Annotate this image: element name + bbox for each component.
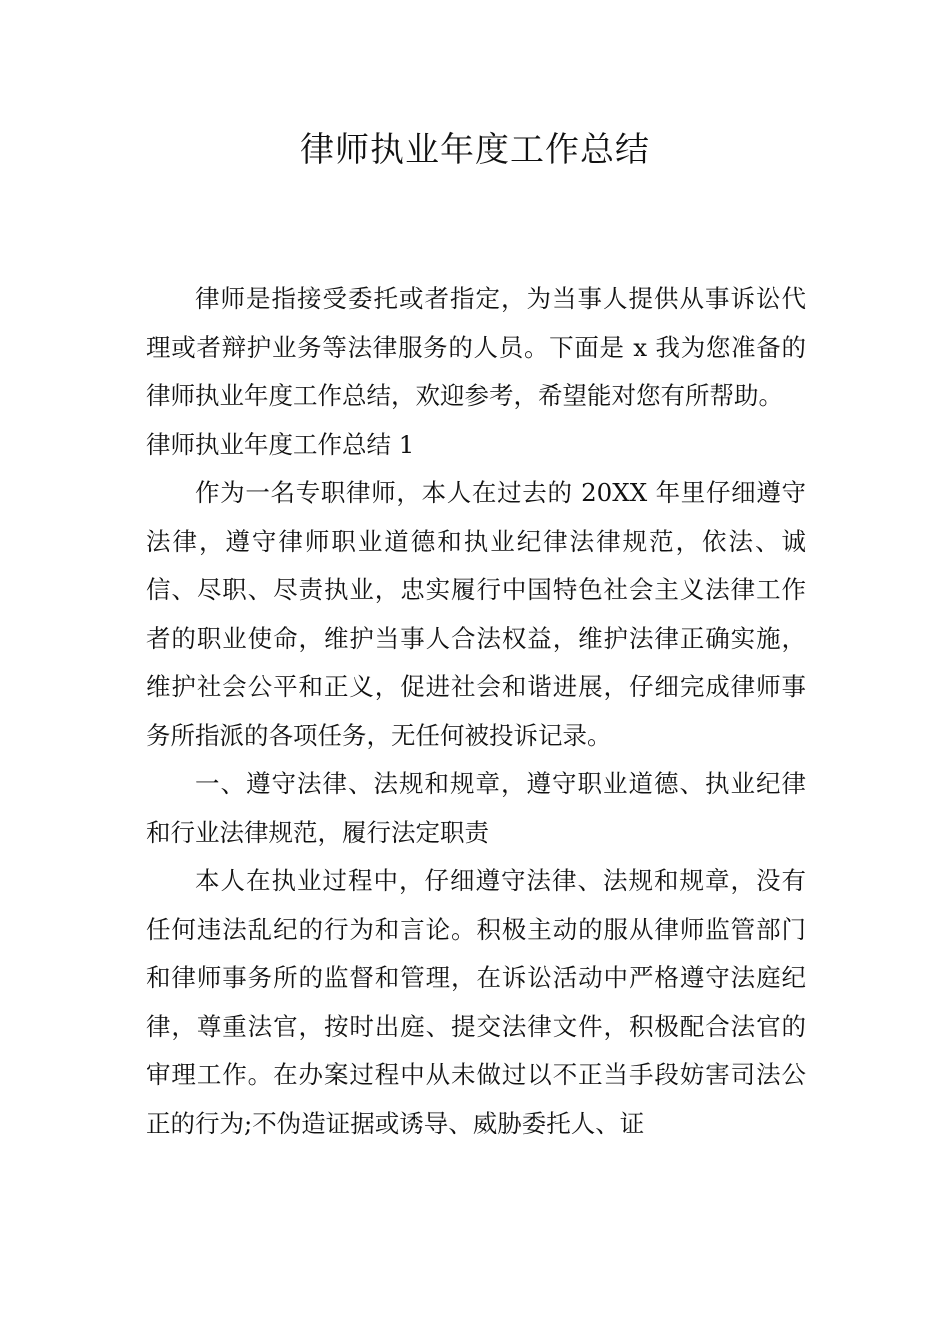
section-heading: 律师执业年度工作总结 1 <box>146 429 415 459</box>
document-body <box>146 275 806 1148</box>
subsection-heading: 一、遵守法律、法规和规章，遵守职业道德、执业纪律和行业法律规范，履行法定职责 <box>146 769 806 847</box>
summary-paragraph: 作为一名专职律师，本人在过去的 20XX 年里仔细遵守法律，遵守律师职业道德和执业纪律法律规范，依法、诚信、尽职、尽责执业，忠实履行中国特色社会主义法律工作者的职业使命，维护当事人合法权益，维护法律正确实施，维护社会公平和正义，促进社会和谐进展，仔细完成律师事务所指派的各项任务，无任何被投诉记录。 <box>146 478 806 750</box>
body-paragraph: 本人在执业过程中，仔细遵守法律、法规和规章，没有任何违法乱纪的行为和言论。积极主动的服从律师监管部门和律师事务所的监督和管理，在诉讼活动中严格遵守法庭纪律，尊重法官，按时出庭、提交法律文件，积极配合法官的审理工作。在办案过程中从未做过以不正当手段妨害司法公正的行为;不伪造证据或诱导、威胁委托人、证 <box>146 866 806 1138</box>
intro-paragraph: 律师是指接受委托或者指定，为当事人提供从事诉讼代理或者辩护业务等法律服务的人员。下面是 x 我为您准备的律师执业年度工作总结，欢迎参考，希望能对您有所帮助。 <box>146 284 806 410</box>
document-title: 律师执业年度工作总结 <box>300 130 650 170</box>
